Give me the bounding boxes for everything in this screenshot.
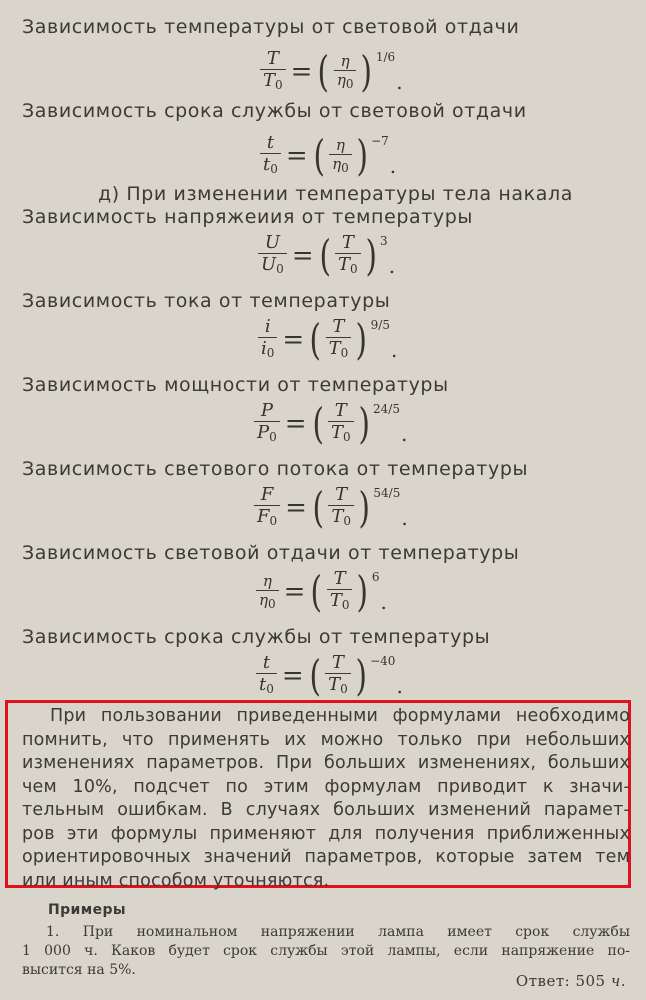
heading-flux-vs-temperature: Зависимость светового потока от температуры xyxy=(22,458,529,480)
heading-life-vs-efficacy: Зависимость срока службы от световой отдачи xyxy=(22,100,527,122)
answer-unit: ч. xyxy=(610,972,626,990)
note-line: тельным ошибкам. В случаях больших изменений парамет- xyxy=(22,800,630,820)
example-line: высится на 5%. xyxy=(22,962,136,978)
note-line: При пользовании приведенными формулами необходимо xyxy=(50,706,630,726)
example-answer xyxy=(516,972,626,990)
formula-temperature-efficacy: $\frac{T}{T0}$ = ( $\frac{\eta}{\eta_0}$ ) 1/6 . xyxy=(258,48,403,96)
note-line: помнить, что применять их можно только при небольших xyxy=(22,729,630,750)
formula-life-temperature: $\frac{t}{t0}$ = ( $\frac{T}{T0}$ ) −40 . xyxy=(254,652,403,700)
exponent: 9/5 xyxy=(370,318,390,332)
formula-efficacy-temperature: $\frac{\eta}{\eta_0}$ = ( $\frac{T}{T0}$ ) 6 . xyxy=(254,568,387,616)
example-line: 1 000 ч. Каков будет срок службы этой лампы, если напряжение по- xyxy=(22,943,630,959)
exponent: 1/6 xyxy=(375,50,396,64)
heading-efficacy-vs-temperature: Зависимость световой отдачи от температуры xyxy=(22,542,520,564)
heading-current-vs-temperature: Зависимость тока от температуры xyxy=(22,290,391,312)
note-paragraph xyxy=(22,705,630,893)
formula-voltage-temperature: $\frac{U}{U0}$ = ( $\frac{T}{T0}$ ) 3 . xyxy=(256,232,395,280)
note-line: ров эти формулы применяют для получения приближенных xyxy=(22,823,630,844)
exponent: 6 xyxy=(371,570,380,584)
exponent: 24/5 xyxy=(373,402,400,416)
heading-voltage-vs-temperature: Зависимость напряжеиия от температуры xyxy=(22,206,474,228)
section-d-heading: д) При изменении температуры тела накала xyxy=(98,183,573,205)
heading-power-vs-temperature: Зависимость мощности от температуры xyxy=(22,374,449,396)
formula-current-temperature: $\frac{i}{i0}$ = ( $\frac{T}{T0}$ ) 9/5 . xyxy=(256,316,397,364)
examples-heading: Примеры xyxy=(48,902,126,918)
fraction-lhs: $\frac{T}{T0}$ xyxy=(260,48,286,96)
formula-flux-temperature: $\frac{F}{F0}$ = ( $\frac{T}{T0}$ ) 54/5 . xyxy=(252,484,408,532)
note-line: или иным способом уточняются. xyxy=(22,870,330,891)
fraction-inner: $\frac{\eta}{\eta_0}$ xyxy=(334,52,357,93)
formula-power-temperature: $\frac{P}{P0}$ = ( $\frac{T}{T0}$ ) 24/5 . xyxy=(252,400,407,448)
heading-life-vs-temperature: Зависимость срока службы от температуры xyxy=(22,626,491,648)
example-line: 1. При номинальном напряжении лампа имеет срок службы xyxy=(46,924,630,940)
note-line: изменениях параметров. При больших изменениях, больших xyxy=(22,753,630,773)
formula-life-efficacy: $\frac{t}{t0}$ = ( $\frac{\eta}{\eta_0}$ ) −7 . xyxy=(258,132,396,180)
note-line: ориентировочных значений параметров, которые затем тем xyxy=(22,847,630,867)
exponent: 3 xyxy=(380,234,388,248)
heading-temperature-vs-efficacy: Зависимость температуры от световой отдачи xyxy=(22,16,520,38)
exponent: −7 xyxy=(371,134,389,148)
note-line: чем 10%, подсчет по этим формулам приводит к значи- xyxy=(22,776,630,797)
answer-value: 505 xyxy=(575,972,606,990)
answer-label: Ответ: xyxy=(515,972,571,990)
exponent: −40 xyxy=(370,654,396,668)
exponent: 54/5 xyxy=(373,486,401,500)
